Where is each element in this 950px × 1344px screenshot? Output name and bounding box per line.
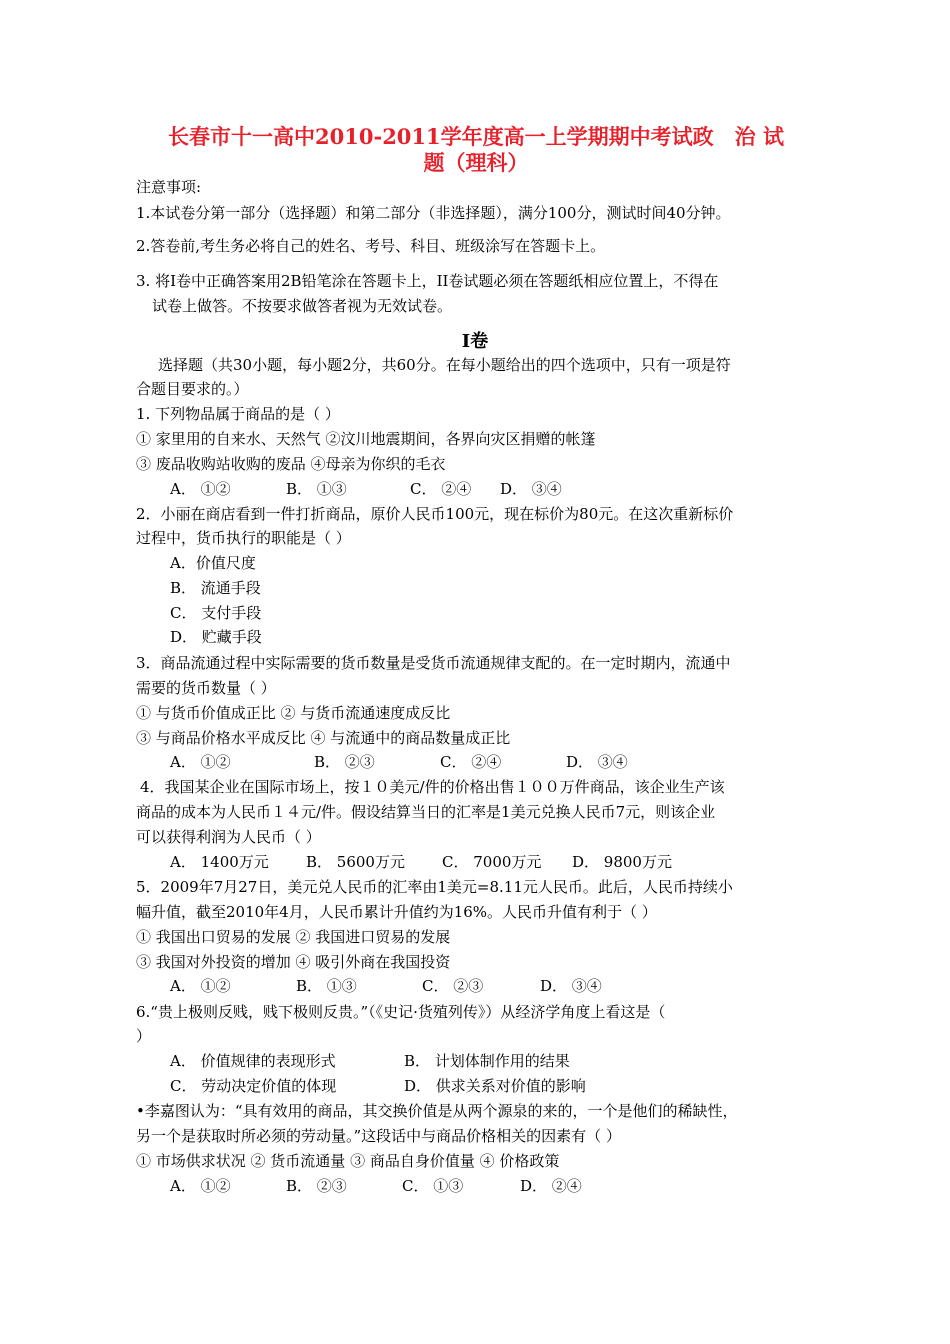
q7-option-d: D． ②④ — [520, 1177, 582, 1195]
q2-option-b: B． 流通手段 — [170, 579, 261, 597]
q4-option-b: B． 5600万元 — [306, 853, 405, 871]
q1-option-c: C． ②④ — [410, 480, 472, 498]
section-intro-b: 合题目要求的。） — [136, 380, 249, 398]
q4-stem-b: 商品的成本为人民币１４元/件。假设结算当日的汇率是1美元兑换人民币7元，则该企业 — [136, 803, 716, 821]
q4-option-c: C． 7000万元 — [442, 853, 542, 871]
q5-option-c: C． ②③ — [422, 977, 484, 995]
q2-stem-b: 过程中，货币执行的职能是（ ） — [136, 529, 351, 547]
q7-option-c: C． ①③ — [402, 1177, 464, 1195]
q6-stem-a: 6.“贵上极则反贱，贱下极则反贵。”（《史记·货殖列传》）从经济学角度上看这是（ — [136, 1003, 666, 1021]
q7-option-a: A． ①② — [170, 1177, 231, 1195]
q1-option-d: D． ③④ — [500, 480, 562, 498]
q2-stem-a: 2．小丽在商店看到一件打折商品，原价人民币100元，现在标价为80元。在这次重新标价 — [136, 505, 734, 523]
q1-option-b: B． ①③ — [286, 480, 347, 498]
q1-line-1: ① 家里用的自来水、天然气 ②汶川地震期间，各界向灾区捐赠的帐篷 — [136, 430, 596, 448]
q4-stem-c: 可以获得利润为人民币（ ） — [136, 828, 321, 846]
q5-line-2: ③ 我国对外投资的增加 ④ 吸引外商在我国投资 — [136, 953, 451, 971]
q6-stem-b: ） — [136, 1027, 152, 1045]
q3-stem-a: 3．商品流通过程中实际需要的货币数量是受货币流通规律支配的。在一定时期内，流通中 — [136, 654, 731, 672]
q6-option-c: C． 劳动决定价值的体现 — [170, 1077, 337, 1095]
q3-line-1: ① 与货币价值成正比 ② 与货币流通速度成反比 — [136, 704, 451, 722]
q4-option-a: A． 1400万元 — [170, 853, 269, 871]
q2-option-a: A．价值尺度 — [170, 554, 256, 572]
q3-stem-b: 需要的货币数量（ ） — [136, 679, 276, 697]
q7-stem-a: •李嘉图认为：“具有效用的商品，其交换价值是从两个源泉的来的，一个是他们的稀缺性， — [136, 1102, 738, 1120]
q1-option-a: A． ①② — [170, 480, 231, 498]
q5-line-1: ① 我国出口贸易的发展 ② 我国进口贸易的发展 — [136, 928, 451, 946]
notice-item-3a: 3. 将Ⅰ卷中正确答案用2B铅笔涂在答题卡上，II卷试题必须在答题纸相应位置上，不得在 — [136, 272, 719, 290]
notice-heading: 注意事项: — [136, 178, 202, 196]
q6-option-b: B． 计划体制作用的结果 — [404, 1052, 570, 1070]
q7-line-1: ① 市场供求状况 ② 货币流通量 ③ 商品自身价值量 ④ 价格政策 — [136, 1152, 560, 1170]
q3-line-2: ③ 与商品价格水平成反比 ④ 与流通中的商品数量成正比 — [136, 729, 511, 747]
q6-option-a: A． 价值规律的表现形式 — [170, 1052, 336, 1070]
q3-option-d: D． ③④ — [566, 753, 628, 771]
q3-option-a: A． ①② — [170, 753, 231, 771]
notice-item-2: 2.答卷前,考生务必将自己的姓名、考号、科目、班级涂写在答题卡上。 — [136, 237, 606, 255]
q7-option-b: B． ②③ — [286, 1177, 347, 1195]
section-intro-a: 选择题（共30小题，每小题2分，共60分。在每小题给出的四个选项中，只有一项是符 — [158, 356, 731, 374]
q2-option-d: D． 贮藏手段 — [170, 628, 262, 646]
q6-option-d: D． 供求关系对价值的影响 — [404, 1077, 586, 1095]
q2-option-c: C． 支付手段 — [170, 604, 262, 622]
exam-title — [136, 124, 816, 176]
q3-option-c: C． ②④ — [440, 753, 502, 771]
q1-line-2: ③ 废品收购站收购的废品 ④母亲为你织的毛衣 — [136, 455, 446, 473]
q5-stem-a: 5．2009年7月27日，美元兑人民币的汇率由1美元=8.11元人民币。此后，人民币持续小 — [136, 878, 733, 896]
title-line-2: 题（理科） — [423, 150, 529, 175]
q7-stem-b: 另一个是获取时所必须的劳动量。”这段话中与商品价格相关的因素有（ ） — [136, 1127, 621, 1145]
q3-option-b: B． ②③ — [314, 753, 375, 771]
title-line-1: 长春市十一高中2010-2011学年度高一上学期期中考试政 治 试 — [168, 124, 784, 149]
section-title: Ⅰ卷 — [461, 331, 489, 352]
q1-stem: 1. 下列物品属于商品的是（ ） — [136, 405, 340, 423]
q4-option-d: D． 9800万元 — [572, 853, 672, 871]
q5-option-a: A． ①② — [170, 977, 231, 995]
notice-item-1: 1.本试卷分第一部分（选择题）和第二部分（非选择题），满分100分，测试时间40分钟。 — [136, 204, 731, 222]
notice-item-3b: 试卷上做答。不按要求做答者视为无效试卷。 — [152, 297, 453, 315]
q4-stem-a: 4．我国某企业在国际市场上，按１０美元/件的价格出售１００万件商品，该企业生产该 — [140, 778, 725, 796]
q5-option-d: D． ③④ — [540, 977, 602, 995]
q5-stem-b: 幅升值，截至2010年4月，人民币累计升值约为16%。人民币升值有利于（ ） — [136, 903, 657, 921]
q5-option-b: B． ①③ — [296, 977, 357, 995]
